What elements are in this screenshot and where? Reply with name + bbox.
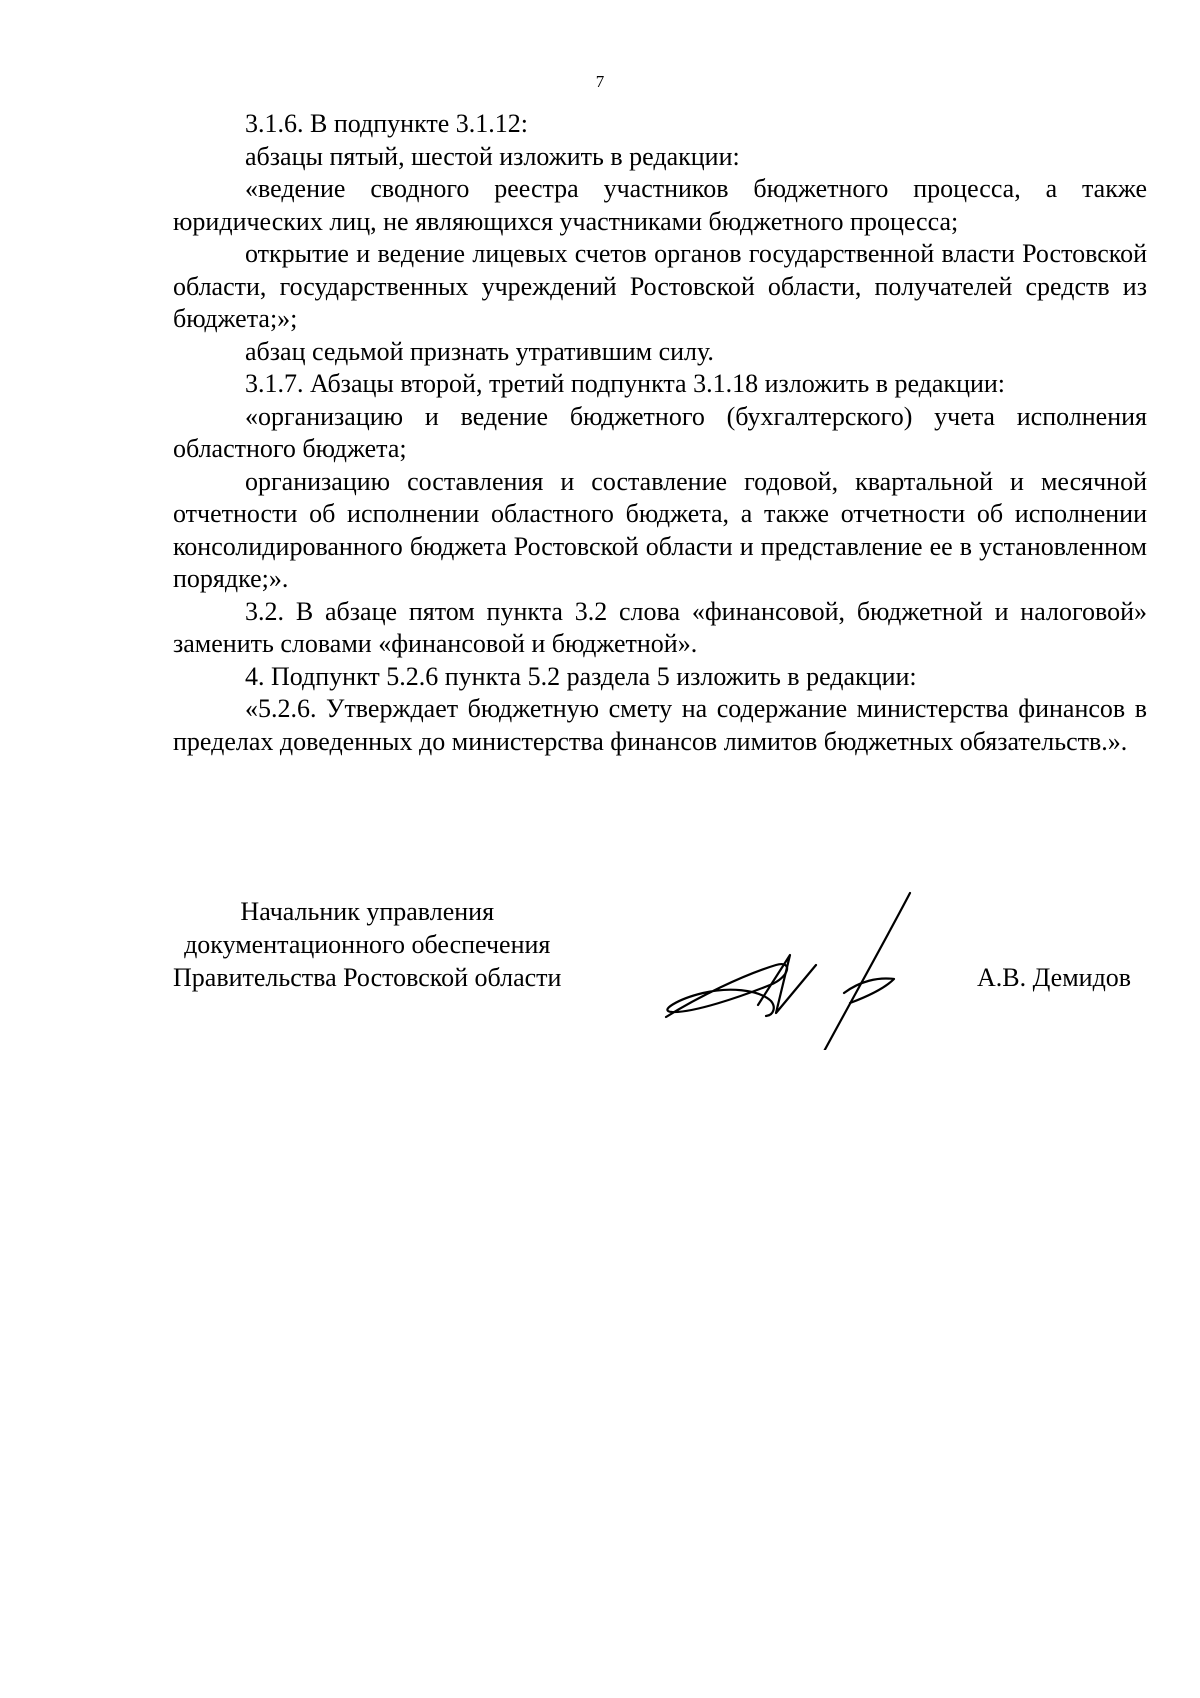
paragraph: 3.1.6. В подпункте 3.1.12:: [245, 109, 528, 138]
paragraph: абзацы пятый, шестой изложить в редакции:: [245, 141, 740, 171]
paragraph: организацию составления и составление годовой, квартальной и месячной отчетности об исполнении областного бюджета, а также отчетности об исполнении консолидированного бюджета Ростовской области и представление ее в установленном порядке;».: [173, 466, 1147, 593]
paragraph: «организацию и ведение бюджетного (бухгалтерского) учета исполнения областного бюджета;: [173, 401, 1147, 463]
page-number: 7: [595, 72, 605, 91]
signatory-title-line: Начальник управления: [240, 897, 495, 926]
document-body: [173, 108, 1147, 758]
signatory-title: [173, 895, 561, 994]
signatory-name: А.В. Демидов: [977, 963, 1132, 992]
paragraph: открытие и ведение лицевых счетов органов государственной власти Ростовской области, государственных учреждений Ростовской области, получателей средств из бюджета;»;: [173, 239, 1147, 333]
signatory-title-line: документационного обеспечения: [184, 930, 551, 959]
paragraph: «5.2.6. Утверждает бюджетную смету на содержание министерства финансов в пределах доведенных до министерства финансов лимитов бюджетных обязательств.».: [173, 694, 1147, 756]
paragraph: 3.2. В абзаце пятом пункта 3.2 слова «финансовой, бюджетной и налоговой» заменить словами «финансовой и бюджетной».: [173, 596, 1147, 658]
paragraph: абзац седьмой признать утратившим силу.: [245, 336, 714, 366]
paragraph: 3.1.7. Абзацы второй, третий подпункта 3.1.18 изложить в редакции:: [245, 369, 1006, 398]
handwritten-signature: [648, 885, 948, 1050]
paragraph: «ведение сводного реестра участников бюджетного процесса, а также юридических лиц, не являющихся участниками бюджетного процесса;: [173, 174, 1147, 236]
signatory-title-line: Правительства Ростовской области: [173, 963, 562, 992]
paragraph: 4. Подпункт 5.2.6 пункта 5.2 раздела 5 изложить в редакции:: [245, 661, 917, 691]
